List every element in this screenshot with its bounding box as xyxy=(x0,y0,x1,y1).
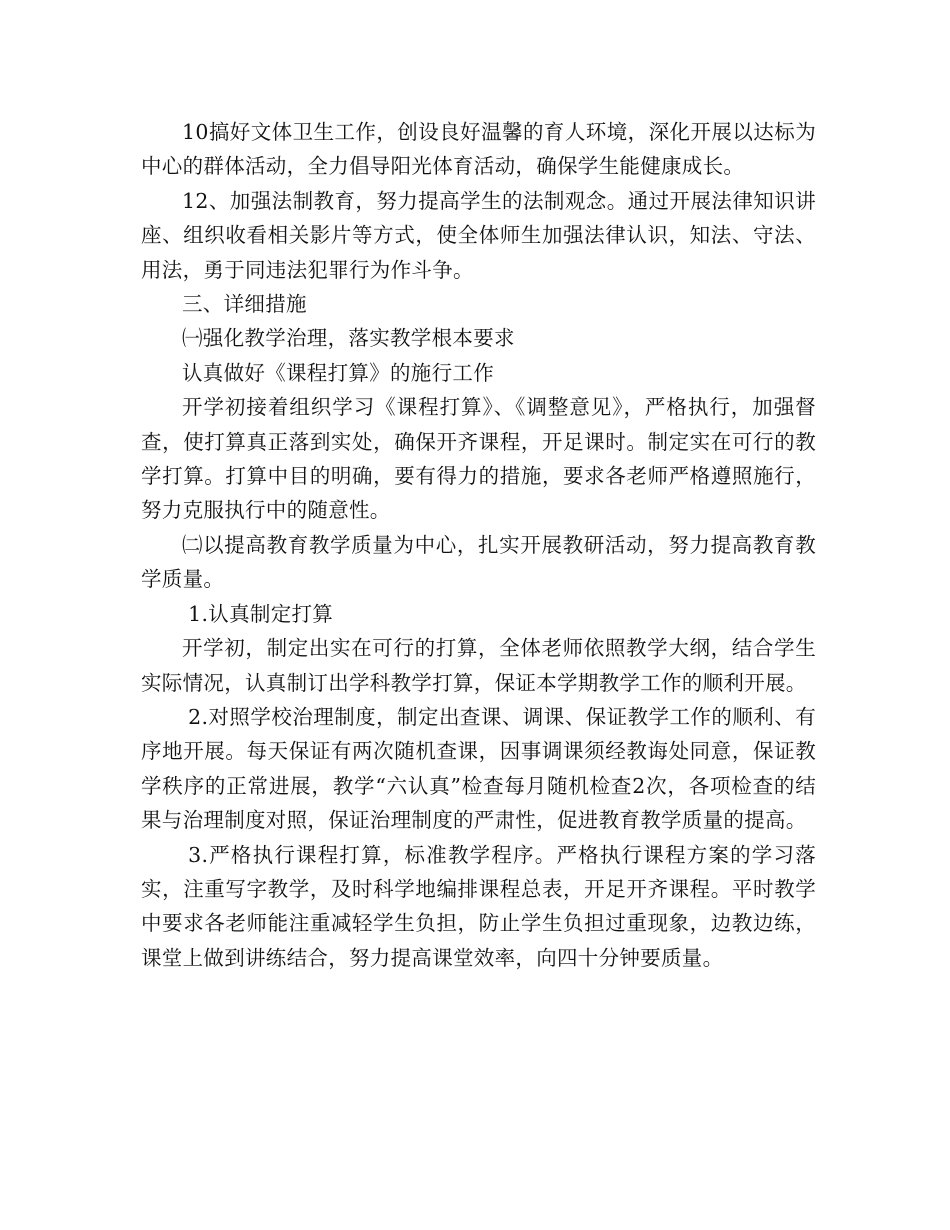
paragraph-item-12: 12、加强法制教育，努力提高学生的法制观念。通过开展法律知识讲座、组织收看相关影片等方式，使全体师生加强法律认识，知法、守法、用法，勇于同违法犯罪行为作斗争。 xyxy=(141,188,816,282)
subheading-teaching-management: ㈠强化教学治理，落实教学根本要求 xyxy=(182,326,515,351)
paragraph-item-10: 10搞好文体卫生工作，创设良好温馨的育人环境，深化开展以达标为中心的群体活动，全力倡导阳光体育活动，确保学生能健康成长。 xyxy=(141,120,816,179)
document-body xyxy=(141,115,816,975)
paragraph-item-3: 3.严格执行课程打算，标准教学程序。严格执行课程方案的学习落实，注重写字教学，及时科学地编排课程总表，开足开齐课程。平时教学中要求各老师能注重减轻学生负担，防止学生负担过重现象，边教边练，课堂上做到讲练结合，努力提高课堂效率，向四十分钟要质量。 xyxy=(141,842,816,970)
subheading-curriculum-plan: 认真做好《课程打算》的施行工作 xyxy=(182,360,494,385)
section-heading-measures: 三、详细措施 xyxy=(182,292,307,317)
paragraph-item-1: 开学初，制定出实在可行的打算，全体老师依照教学大纲，结合学生实际情况，认真制订出学科教学打算，保证本学期教学工作的顺利开展。 xyxy=(141,636,816,695)
paragraph-curriculum-study: 开学初接着组织学习《课程打算》、《调整意见》，严格执行，加强督查，使打算真正落到实处，确保开齐课程，开足课时。制定实在可行的教学打算。打算中目的明确，要有得力的措施，要求各老师严格遵照施行，努力克服执行中的随意性。 xyxy=(141,395,816,523)
item-1-heading: 1.认真制定打算 xyxy=(188,601,334,626)
subheading-teaching-quality: ㈡以提高教育教学质量为中心，扎实开展教研活动，努力提高教育教学质量。 xyxy=(141,532,816,592)
paragraph-item-2: 2.对照学校治理制度，制定出查课、调课、保证教学工作的顺利、有序地开展。每天保证有两次随机查课，因事调课须经教诲处同意，保证教学秩序的正常进展，教学“六认真”检查每月随机检查2次，各项检查的结果与治理制度对照，保证治理制度的严肃性，促进教育教学质量的提高。 xyxy=(141,704,816,833)
